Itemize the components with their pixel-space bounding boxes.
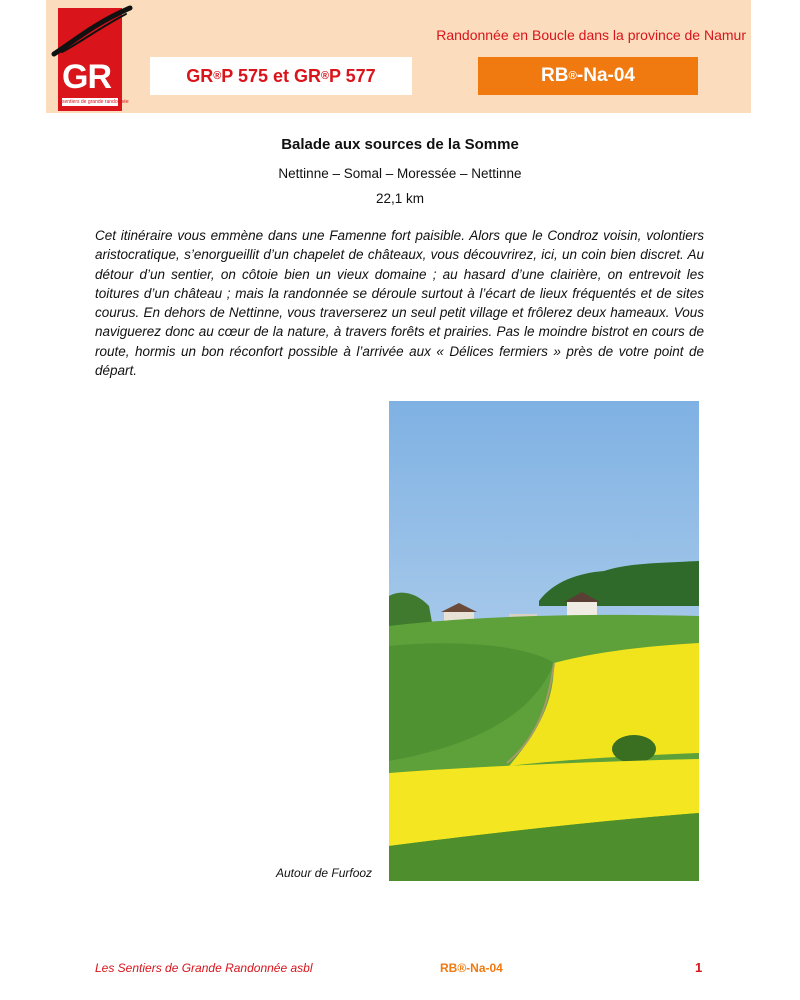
- landscape-photo: [389, 401, 699, 881]
- header-subtitle: Randonnée en Boucle dans la province de Namur: [436, 27, 746, 43]
- landscape-illustration: [389, 401, 699, 881]
- page-title: Balade aux sources de la Somme: [281, 136, 519, 153]
- intro-paragraph: Cet itinéraire vous emmène dans une Famenne fort paisible. Alors que le Condroz voisin, volontiers aristocratique, s’enorgueillit d’un chapelet de châteaux, vous découvrirez, ici, un coin bien discret. Au détour d’un sentier, on côtoie bien un vieux domaine ; au hasard d’une clairière, on entrevoit les toitures d’un château ; mais la randonnée se déroule surtout à l’écart de lieux fréquentés et de sites courus. En dehors de Nettinne, vous traverserez un seul petit village et frôlerez deux hameaux. Vous naviguerez donc au cœur de la nature, à travers forêts et prairies. Pas le moindre bistrot en cours de route, hormis un bon réconfort possible à l’arrivée aux « Délices fermiers » près de votre point de départ.: [95, 228, 704, 379]
- photo-caption: Autour de Furfooz: [276, 866, 373, 880]
- gr-label-prefix: GR: [186, 65, 214, 86]
- route-line: Nettinne – Somal – Moressée – Nettinne: [278, 166, 522, 181]
- logo-tagline: sentiers de grande randonnée: [62, 99, 129, 105]
- footer-code: RB®-Na-04: [440, 961, 503, 975]
- rb-label-suffix: -Na-04: [576, 65, 635, 86]
- page-number: 1: [695, 960, 703, 975]
- gr-label-box: GR ® P 575 et GR ® P 577: [150, 57, 412, 95]
- gr-label-suffix: P 577: [328, 65, 376, 86]
- gr-label-mid: P 575 et GR: [221, 65, 321, 86]
- footer-organization: Les Sentiers de Grande Randonnée asbl: [95, 961, 313, 975]
- gr-logo: [58, 8, 129, 111]
- distance: 22,1 km: [375, 191, 425, 206]
- logo-text: GR: [62, 58, 111, 96]
- logo-brush-stroke-icon: [48, 2, 138, 62]
- rb-label-box: RB ® -Na-04: [478, 57, 698, 95]
- rb-label-prefix: RB: [541, 65, 569, 86]
